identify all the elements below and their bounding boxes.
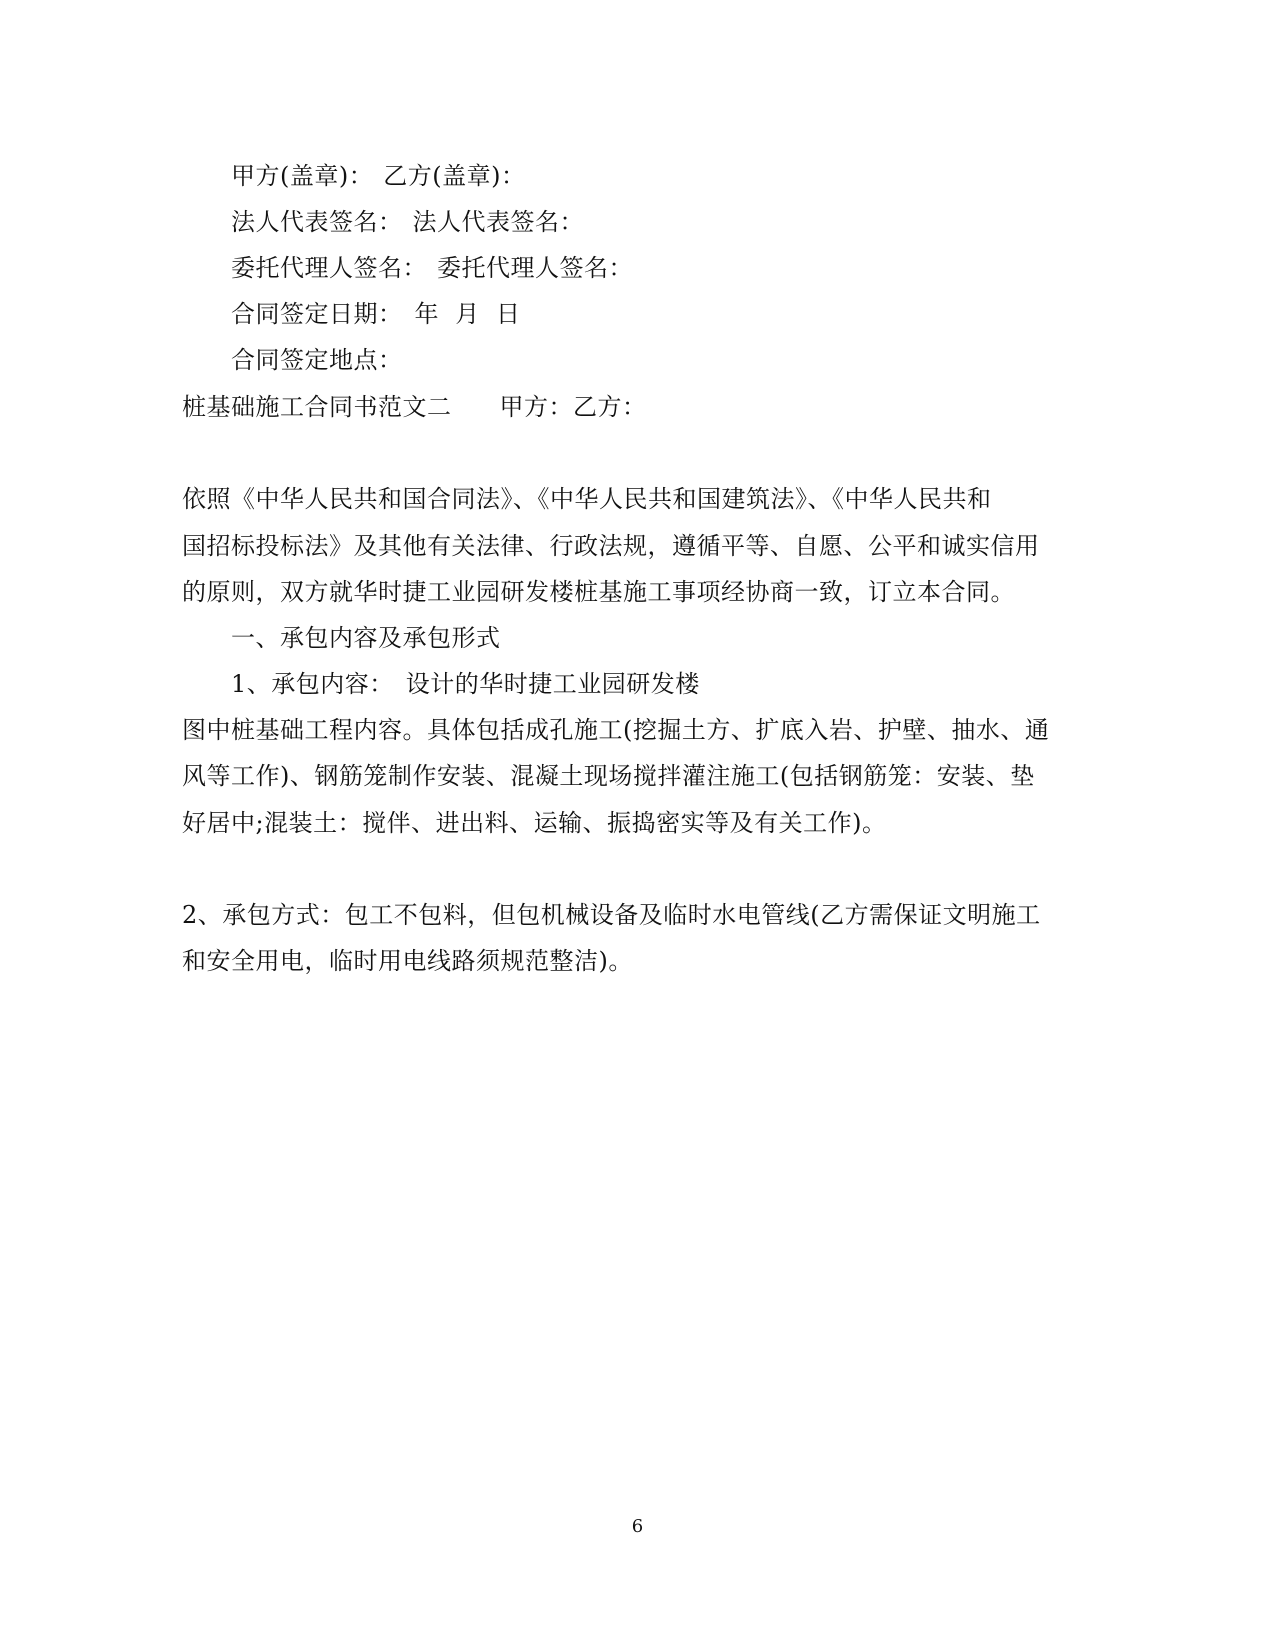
item-2-line-2: 和安全用电，临时用电线路须规范整洁)。 — [182, 947, 633, 975]
section-1-heading: 一、承包内容及承包形式 — [231, 624, 501, 652]
item-1-body-line-2: 风等工作)、钢筋笼制作安装、混凝土现场搅拌灌注施工(包括钢筋笼：安装、垫 — [182, 762, 1035, 790]
signing-place-label: 合同签定地点： — [231, 346, 403, 374]
item-1-line — [231, 669, 700, 699]
signing-place-line — [231, 345, 403, 375]
signing-date-line — [231, 299, 521, 329]
agent-a-label: 委托代理人签名： — [231, 254, 427, 282]
contract-two-parties: 甲方：乙方： — [499, 393, 647, 421]
legal-rep-b-label: 法人代表签名： — [412, 208, 584, 236]
preamble-line-3: 的原则，双方就华时捷工业园研发楼桩基施工事项经协商一致，订立本合同。 — [182, 578, 1015, 606]
item-1-label: 1、承包内容： — [231, 670, 394, 698]
item-1-value: 设计的华时捷工业园研发楼 — [405, 670, 700, 698]
page-number: 6 — [631, 1516, 644, 1537]
preamble-line-2: 国招标投标法》及其他有关法律、行政法规，遵循平等、自愿、公平和诚实信用 — [182, 532, 1040, 560]
agent-b-label: 委托代理人签名： — [437, 254, 633, 282]
signing-date-value: 年 月 日 — [414, 300, 521, 328]
signing-date-label: 合同签定日期： — [231, 300, 403, 328]
party-b-seal-label: 乙方(盖章)： — [383, 162, 526, 190]
item-2-line-1: 2、承包方式：包工不包料，但包机械设备及临时水电管线(乙方需保证文明施工 — [182, 901, 1041, 929]
contract-two-title: 桩基础施工合同书范文二 — [182, 393, 452, 421]
item-1-body-line-1: 图中桩基础工程内容。具体包括成孔施工(挖掘土方、扩底入岩、护壁、抽水、通 — [182, 716, 1050, 744]
contract-two-header — [182, 392, 647, 422]
legal-rep-a-label: 法人代表签名： — [231, 208, 403, 236]
legal-rep-line — [231, 207, 584, 237]
seal-line — [231, 161, 525, 191]
agent-line — [231, 253, 633, 283]
item-1-body-line-3: 好居中;混装土：搅伴、进出料、运输、振捣密实等及有关工作)。 — [182, 809, 887, 837]
preamble-line-1: 依照《中华人民共和国合同法》、《中华人民共和国建筑法》、《中华人民共和 — [182, 485, 992, 513]
party-a-seal-label: 甲方(盖章)： — [231, 162, 374, 190]
